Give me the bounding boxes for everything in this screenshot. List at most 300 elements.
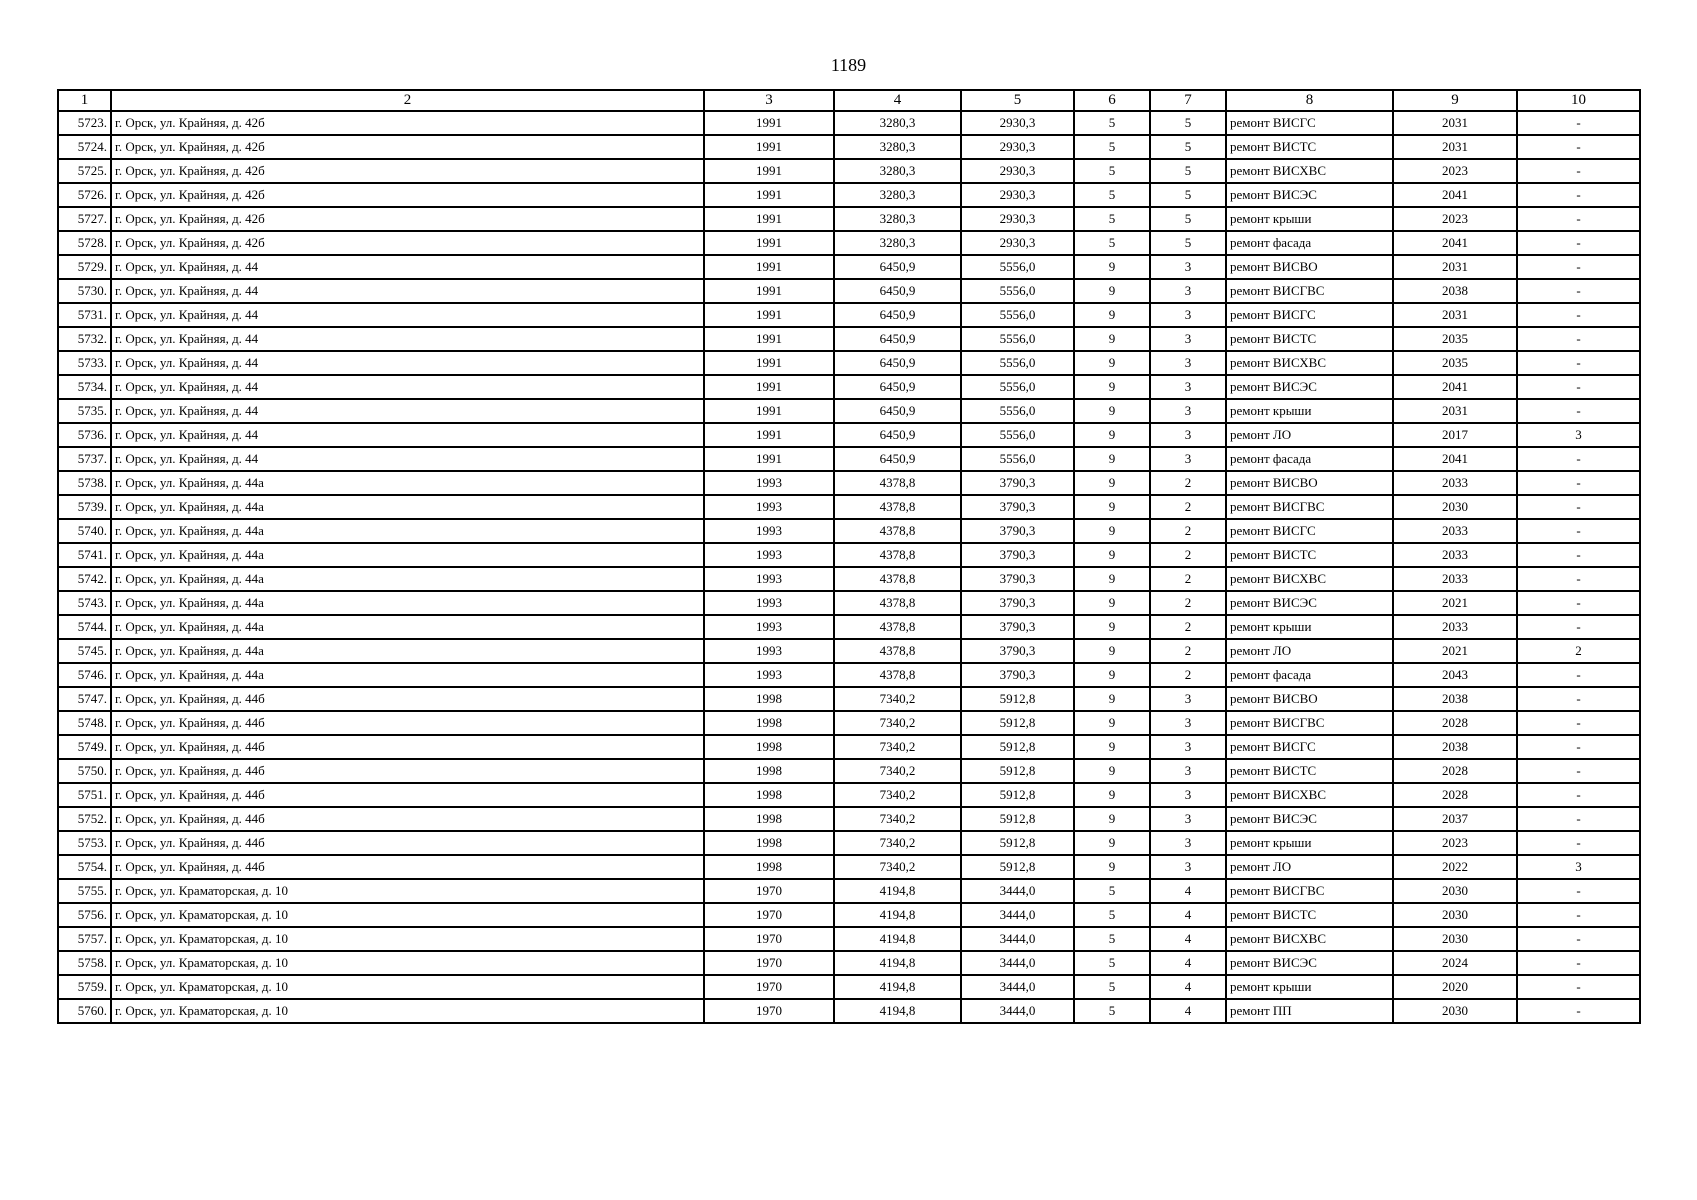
cell-row-number: 5738. — [58, 471, 111, 495]
cell-address: г. Орск, ул. Крайняя, д. 42б — [111, 231, 704, 255]
header-col-8: 8 — [1226, 90, 1393, 111]
cell-entrances: 2 — [1150, 495, 1226, 519]
cell-work-type: ремонт ВИСГВС — [1226, 879, 1393, 903]
cell-address: г. Орск, ул. Крайняя, д. 44б — [111, 831, 704, 855]
cell-address: г. Орск, ул. Крайняя, д. 42б — [111, 159, 704, 183]
cell-remark: - — [1517, 783, 1640, 807]
cell-entrances: 3 — [1150, 855, 1226, 879]
cell-year-built: 1998 — [704, 759, 834, 783]
table-row — [58, 135, 1640, 159]
cell-work-type: ремонт крыши — [1226, 831, 1393, 855]
cell-planned-year: 2030 — [1393, 879, 1517, 903]
header-col-1: 1 — [58, 90, 111, 111]
cell-remark: - — [1517, 879, 1640, 903]
cell-year-built: 1991 — [704, 207, 834, 231]
cell-entrances: 2 — [1150, 471, 1226, 495]
cell-remark: - — [1517, 711, 1640, 735]
cell-work-type: ремонт фасада — [1226, 447, 1393, 471]
cell-work-type: ремонт крыши — [1226, 399, 1393, 423]
cell-year-built: 1991 — [704, 159, 834, 183]
cell-living-area: 5556,0 — [961, 375, 1074, 399]
cell-remark: - — [1517, 135, 1640, 159]
cell-work-type: ремонт ВИСТС — [1226, 759, 1393, 783]
table-row — [58, 735, 1640, 759]
cell-row-number: 5735. — [58, 399, 111, 423]
cell-planned-year: 2031 — [1393, 135, 1517, 159]
cell-work-type: ремонт ВИСГС — [1226, 735, 1393, 759]
cell-planned-year: 2033 — [1393, 471, 1517, 495]
cell-year-built: 1998 — [704, 807, 834, 831]
cell-total-area: 4378,8 — [834, 615, 961, 639]
cell-remark: - — [1517, 255, 1640, 279]
header-col-10: 10 — [1517, 90, 1640, 111]
cell-row-number: 5750. — [58, 759, 111, 783]
cell-living-area: 3790,3 — [961, 495, 1074, 519]
header-row — [58, 90, 1640, 111]
cell-planned-year: 2022 — [1393, 855, 1517, 879]
table-row — [58, 759, 1640, 783]
cell-total-area: 7340,2 — [834, 711, 961, 735]
cell-living-area: 2930,3 — [961, 159, 1074, 183]
cell-row-number: 5731. — [58, 303, 111, 327]
cell-year-built: 1998 — [704, 855, 834, 879]
cell-remark: - — [1517, 231, 1640, 255]
cell-living-area: 5912,8 — [961, 735, 1074, 759]
cell-row-number: 5739. — [58, 495, 111, 519]
cell-living-area: 3444,0 — [961, 951, 1074, 975]
cell-remark: - — [1517, 399, 1640, 423]
cell-year-built: 1970 — [704, 903, 834, 927]
cell-total-area: 6450,9 — [834, 351, 961, 375]
capital-repair-table — [57, 89, 1641, 1024]
cell-living-area: 2930,3 — [961, 207, 1074, 231]
cell-remark: - — [1517, 327, 1640, 351]
cell-planned-year: 2031 — [1393, 399, 1517, 423]
cell-total-area: 7340,2 — [834, 687, 961, 711]
cell-floors: 5 — [1074, 183, 1150, 207]
cell-work-type: ремонт ВИСТС — [1226, 135, 1393, 159]
cell-work-type: ремонт ВИСГВС — [1226, 711, 1393, 735]
cell-address: г. Орск, ул. Крайняя, д. 44а — [111, 495, 704, 519]
cell-row-number: 5725. — [58, 159, 111, 183]
cell-row-number: 5752. — [58, 807, 111, 831]
cell-remark: - — [1517, 927, 1640, 951]
cell-entrances: 5 — [1150, 135, 1226, 159]
cell-row-number: 5737. — [58, 447, 111, 471]
cell-living-area: 3444,0 — [961, 879, 1074, 903]
table-row — [58, 999, 1640, 1023]
cell-floors: 9 — [1074, 735, 1150, 759]
cell-living-area: 3790,3 — [961, 639, 1074, 663]
table-row — [58, 303, 1640, 327]
cell-floors: 5 — [1074, 159, 1150, 183]
cell-total-area: 3280,3 — [834, 135, 961, 159]
cell-address: г. Орск, ул. Крайняя, д. 44 — [111, 327, 704, 351]
cell-remark: - — [1517, 999, 1640, 1023]
cell-living-area: 3790,3 — [961, 663, 1074, 687]
cell-entrances: 4 — [1150, 879, 1226, 903]
cell-year-built: 1991 — [704, 447, 834, 471]
cell-work-type: ремонт ВИСЭС — [1226, 807, 1393, 831]
cell-living-area: 5556,0 — [961, 423, 1074, 447]
cell-entrances: 3 — [1150, 687, 1226, 711]
cell-planned-year: 2021 — [1393, 639, 1517, 663]
table-row — [58, 423, 1640, 447]
cell-total-area: 6450,9 — [834, 447, 961, 471]
cell-total-area: 6450,9 — [834, 423, 961, 447]
cell-remark: - — [1517, 447, 1640, 471]
cell-floors: 9 — [1074, 639, 1150, 663]
cell-remark: - — [1517, 351, 1640, 375]
cell-year-built: 1991 — [704, 327, 834, 351]
cell-address: г. Орск, ул. Крайняя, д. 44а — [111, 591, 704, 615]
cell-floors: 9 — [1074, 591, 1150, 615]
cell-row-number: 5746. — [58, 663, 111, 687]
cell-remark: - — [1517, 543, 1640, 567]
cell-entrances: 2 — [1150, 543, 1226, 567]
cell-entrances: 3 — [1150, 807, 1226, 831]
cell-row-number: 5727. — [58, 207, 111, 231]
table-row — [58, 375, 1640, 399]
cell-entrances: 4 — [1150, 903, 1226, 927]
cell-row-number: 5736. — [58, 423, 111, 447]
cell-planned-year: 2020 — [1393, 975, 1517, 999]
cell-floors: 9 — [1074, 663, 1150, 687]
table-row — [58, 399, 1640, 423]
cell-year-built: 1993 — [704, 495, 834, 519]
cell-total-area: 6450,9 — [834, 279, 961, 303]
cell-total-area: 3280,3 — [834, 231, 961, 255]
cell-row-number: 5745. — [58, 639, 111, 663]
cell-planned-year: 2043 — [1393, 663, 1517, 687]
cell-entrances: 3 — [1150, 759, 1226, 783]
table-row — [58, 951, 1640, 975]
cell-remark: 2 — [1517, 639, 1640, 663]
cell-living-area: 3790,3 — [961, 615, 1074, 639]
cell-year-built: 1998 — [704, 831, 834, 855]
cell-row-number: 5760. — [58, 999, 111, 1023]
cell-floors: 9 — [1074, 831, 1150, 855]
cell-address: г. Орск, ул. Крайняя, д. 42б — [111, 183, 704, 207]
cell-row-number: 5748. — [58, 711, 111, 735]
page-number: 1189 — [830, 55, 867, 75]
cell-address: г. Орск, ул. Крайняя, д. 44б — [111, 687, 704, 711]
cell-row-number: 5730. — [58, 279, 111, 303]
cell-entrances: 3 — [1150, 447, 1226, 471]
cell-floors: 5 — [1074, 207, 1150, 231]
cell-work-type: ремонт ВИСВО — [1226, 471, 1393, 495]
cell-planned-year: 2030 — [1393, 927, 1517, 951]
cell-planned-year: 2030 — [1393, 903, 1517, 927]
cell-row-number: 5729. — [58, 255, 111, 279]
cell-planned-year: 2035 — [1393, 327, 1517, 351]
table-row — [58, 855, 1640, 879]
cell-floors: 9 — [1074, 375, 1150, 399]
cell-row-number: 5757. — [58, 927, 111, 951]
cell-entrances: 3 — [1150, 279, 1226, 303]
table-row — [58, 351, 1640, 375]
table-row — [58, 231, 1640, 255]
cell-living-area: 5912,8 — [961, 831, 1074, 855]
table-row — [58, 927, 1640, 951]
cell-floors: 5 — [1074, 231, 1150, 255]
cell-planned-year: 2041 — [1393, 375, 1517, 399]
cell-address: г. Орск, ул. Крайняя, д. 44а — [111, 471, 704, 495]
cell-planned-year: 2023 — [1393, 207, 1517, 231]
cell-work-type: ремонт ВИСТС — [1226, 903, 1393, 927]
cell-address: г. Орск, ул. Краматорская, д. 10 — [111, 999, 704, 1023]
cell-planned-year: 2023 — [1393, 159, 1517, 183]
table-body — [58, 111, 1640, 1023]
table-row — [58, 207, 1640, 231]
cell-year-built: 1991 — [704, 135, 834, 159]
table-row — [58, 327, 1640, 351]
cell-remark: - — [1517, 807, 1640, 831]
cell-floors: 5 — [1074, 903, 1150, 927]
cell-planned-year: 2038 — [1393, 687, 1517, 711]
header-col-2: 2 — [111, 90, 704, 111]
cell-year-built: 1970 — [704, 975, 834, 999]
cell-work-type: ремонт ВИСТС — [1226, 327, 1393, 351]
cell-address: г. Орск, ул. Крайняя, д. 44а — [111, 615, 704, 639]
cell-planned-year: 2030 — [1393, 495, 1517, 519]
cell-work-type: ремонт ВИСГС — [1226, 303, 1393, 327]
cell-remark: - — [1517, 519, 1640, 543]
table-row — [58, 183, 1640, 207]
cell-living-area: 5556,0 — [961, 303, 1074, 327]
cell-entrances: 5 — [1150, 111, 1226, 135]
table-row — [58, 807, 1640, 831]
cell-address: г. Орск, ул. Крайняя, д. 44 — [111, 351, 704, 375]
cell-address: г. Орск, ул. Крайняя, д. 42б — [111, 135, 704, 159]
cell-work-type: ремонт ЛО — [1226, 855, 1393, 879]
cell-remark: - — [1517, 591, 1640, 615]
cell-living-area: 5556,0 — [961, 447, 1074, 471]
cell-address: г. Орск, ул. Крайняя, д. 44а — [111, 663, 704, 687]
cell-year-built: 1991 — [704, 423, 834, 447]
cell-planned-year: 2033 — [1393, 543, 1517, 567]
cell-planned-year: 2028 — [1393, 711, 1517, 735]
table-row — [58, 111, 1640, 135]
cell-address: г. Орск, ул. Крайняя, д. 44б — [111, 711, 704, 735]
cell-entrances: 3 — [1150, 303, 1226, 327]
cell-living-area: 3444,0 — [961, 975, 1074, 999]
cell-total-area: 4194,8 — [834, 927, 961, 951]
cell-remark: - — [1517, 663, 1640, 687]
cell-planned-year: 2028 — [1393, 783, 1517, 807]
cell-total-area: 3280,3 — [834, 111, 961, 135]
header-col-7: 7 — [1150, 90, 1226, 111]
cell-remark: - — [1517, 279, 1640, 303]
cell-entrances: 2 — [1150, 591, 1226, 615]
cell-floors: 9 — [1074, 807, 1150, 831]
cell-planned-year: 2031 — [1393, 111, 1517, 135]
cell-work-type: ремонт крыши — [1226, 975, 1393, 999]
cell-remark: - — [1517, 375, 1640, 399]
cell-planned-year: 2041 — [1393, 183, 1517, 207]
cell-address: г. Орск, ул. Крайняя, д. 42б — [111, 207, 704, 231]
cell-planned-year: 2033 — [1393, 519, 1517, 543]
cell-floors: 9 — [1074, 855, 1150, 879]
cell-row-number: 5732. — [58, 327, 111, 351]
cell-row-number: 5744. — [58, 615, 111, 639]
cell-address: г. Орск, ул. Крайняя, д. 44б — [111, 807, 704, 831]
cell-work-type: ремонт ВИСЭС — [1226, 591, 1393, 615]
cell-living-area: 5912,8 — [961, 759, 1074, 783]
cell-entrances: 3 — [1150, 399, 1226, 423]
cell-floors: 9 — [1074, 447, 1150, 471]
cell-planned-year: 2037 — [1393, 807, 1517, 831]
cell-address: г. Орск, ул. Крайняя, д. 44а — [111, 543, 704, 567]
cell-address: г. Орск, ул. Крайняя, д. 44б — [111, 783, 704, 807]
cell-living-area: 3790,3 — [961, 471, 1074, 495]
cell-floors: 5 — [1074, 111, 1150, 135]
cell-entrances: 3 — [1150, 375, 1226, 399]
cell-total-area: 6450,9 — [834, 327, 961, 351]
cell-floors: 9 — [1074, 327, 1150, 351]
cell-living-area: 5912,8 — [961, 687, 1074, 711]
cell-work-type: ремонт ВИСГС — [1226, 111, 1393, 135]
cell-address: г. Орск, ул. Крайняя, д. 44 — [111, 423, 704, 447]
cell-entrances: 3 — [1150, 255, 1226, 279]
cell-row-number: 5740. — [58, 519, 111, 543]
cell-entrances: 5 — [1150, 231, 1226, 255]
cell-total-area: 7340,2 — [834, 759, 961, 783]
cell-work-type: ремонт ВИСЭС — [1226, 375, 1393, 399]
cell-living-area: 5912,8 — [961, 711, 1074, 735]
table-row — [58, 639, 1640, 663]
cell-year-built: 1970 — [704, 999, 834, 1023]
cell-year-built: 1991 — [704, 399, 834, 423]
cell-living-area: 5912,8 — [961, 807, 1074, 831]
cell-address: г. Орск, ул. Крайняя, д. 42б — [111, 111, 704, 135]
table-row — [58, 831, 1640, 855]
cell-total-area: 4378,8 — [834, 591, 961, 615]
cell-total-area: 4378,8 — [834, 543, 961, 567]
cell-floors: 9 — [1074, 303, 1150, 327]
cell-total-area: 4194,8 — [834, 999, 961, 1023]
cell-floors: 5 — [1074, 927, 1150, 951]
table-row — [58, 663, 1640, 687]
cell-work-type: ремонт фасада — [1226, 663, 1393, 687]
cell-row-number: 5733. — [58, 351, 111, 375]
cell-floors: 9 — [1074, 711, 1150, 735]
table-row — [58, 543, 1640, 567]
cell-entrances: 3 — [1150, 711, 1226, 735]
cell-work-type: ремонт ВИСГВС — [1226, 495, 1393, 519]
table-row — [58, 159, 1640, 183]
cell-remark: - — [1517, 615, 1640, 639]
cell-remark: - — [1517, 183, 1640, 207]
cell-year-built: 1991 — [704, 183, 834, 207]
cell-remark: - — [1517, 495, 1640, 519]
cell-total-area: 4378,8 — [834, 519, 961, 543]
cell-remark: - — [1517, 567, 1640, 591]
cell-planned-year: 2028 — [1393, 759, 1517, 783]
cell-total-area: 3280,3 — [834, 183, 961, 207]
cell-year-built: 1970 — [704, 951, 834, 975]
cell-entrances: 3 — [1150, 783, 1226, 807]
cell-entrances: 4 — [1150, 951, 1226, 975]
cell-planned-year: 2033 — [1393, 567, 1517, 591]
cell-living-area: 2930,3 — [961, 183, 1074, 207]
cell-row-number: 5755. — [58, 879, 111, 903]
cell-address: г. Орск, ул. Крайняя, д. 44 — [111, 255, 704, 279]
cell-year-built: 1991 — [704, 111, 834, 135]
cell-living-area: 3444,0 — [961, 999, 1074, 1023]
cell-floors: 5 — [1074, 975, 1150, 999]
cell-total-area: 4194,8 — [834, 903, 961, 927]
cell-year-built: 1998 — [704, 735, 834, 759]
cell-row-number: 5753. — [58, 831, 111, 855]
cell-remark: 3 — [1517, 423, 1640, 447]
cell-year-built: 1993 — [704, 663, 834, 687]
cell-planned-year: 2030 — [1393, 999, 1517, 1023]
cell-planned-year: 2031 — [1393, 303, 1517, 327]
cell-row-number: 5726. — [58, 183, 111, 207]
cell-living-area: 3790,3 — [961, 519, 1074, 543]
cell-address: г. Орск, ул. Крайняя, д. 44а — [111, 567, 704, 591]
cell-work-type: ремонт ВИСХВС — [1226, 927, 1393, 951]
cell-entrances: 4 — [1150, 999, 1226, 1023]
cell-entrances: 5 — [1150, 159, 1226, 183]
header-col-6: 6 — [1074, 90, 1150, 111]
table-row — [58, 519, 1640, 543]
cell-remark: - — [1517, 951, 1640, 975]
cell-living-area: 5556,0 — [961, 399, 1074, 423]
cell-year-built: 1993 — [704, 615, 834, 639]
cell-total-area: 4378,8 — [834, 495, 961, 519]
cell-entrances: 4 — [1150, 927, 1226, 951]
cell-total-area: 7340,2 — [834, 783, 961, 807]
cell-remark: - — [1517, 735, 1640, 759]
cell-address: г. Орск, ул. Крайняя, д. 44а — [111, 639, 704, 663]
header-col-3: 3 — [704, 90, 834, 111]
cell-floors: 9 — [1074, 519, 1150, 543]
cell-row-number: 5754. — [58, 855, 111, 879]
cell-living-area: 3444,0 — [961, 903, 1074, 927]
cell-remark: - — [1517, 111, 1640, 135]
cell-entrances: 2 — [1150, 519, 1226, 543]
cell-year-built: 1993 — [704, 519, 834, 543]
cell-year-built: 1993 — [704, 471, 834, 495]
header-col-9: 9 — [1393, 90, 1517, 111]
cell-planned-year: 2031 — [1393, 255, 1517, 279]
cell-living-area: 3444,0 — [961, 927, 1074, 951]
cell-floors: 9 — [1074, 399, 1150, 423]
cell-entrances: 3 — [1150, 831, 1226, 855]
cell-year-built: 1993 — [704, 567, 834, 591]
cell-total-area: 4194,8 — [834, 879, 961, 903]
cell-floors: 9 — [1074, 567, 1150, 591]
cell-year-built: 1993 — [704, 543, 834, 567]
cell-work-type: ремонт ВИСЭС — [1226, 951, 1393, 975]
cell-floors: 9 — [1074, 615, 1150, 639]
cell-year-built: 1998 — [704, 711, 834, 735]
cell-entrances: 3 — [1150, 351, 1226, 375]
cell-work-type: ремонт ВИСХВС — [1226, 783, 1393, 807]
table-row — [58, 471, 1640, 495]
cell-remark: - — [1517, 687, 1640, 711]
cell-living-area: 5556,0 — [961, 279, 1074, 303]
cell-work-type: ремонт ВИСХВС — [1226, 567, 1393, 591]
cell-total-area: 7340,2 — [834, 831, 961, 855]
cell-remark: - — [1517, 903, 1640, 927]
cell-address: г. Орск, ул. Крайняя, д. 44 — [111, 447, 704, 471]
cell-address: г. Орск, ул. Крайняя, д. 44 — [111, 375, 704, 399]
cell-year-built: 1993 — [704, 591, 834, 615]
cell-total-area: 6450,9 — [834, 399, 961, 423]
